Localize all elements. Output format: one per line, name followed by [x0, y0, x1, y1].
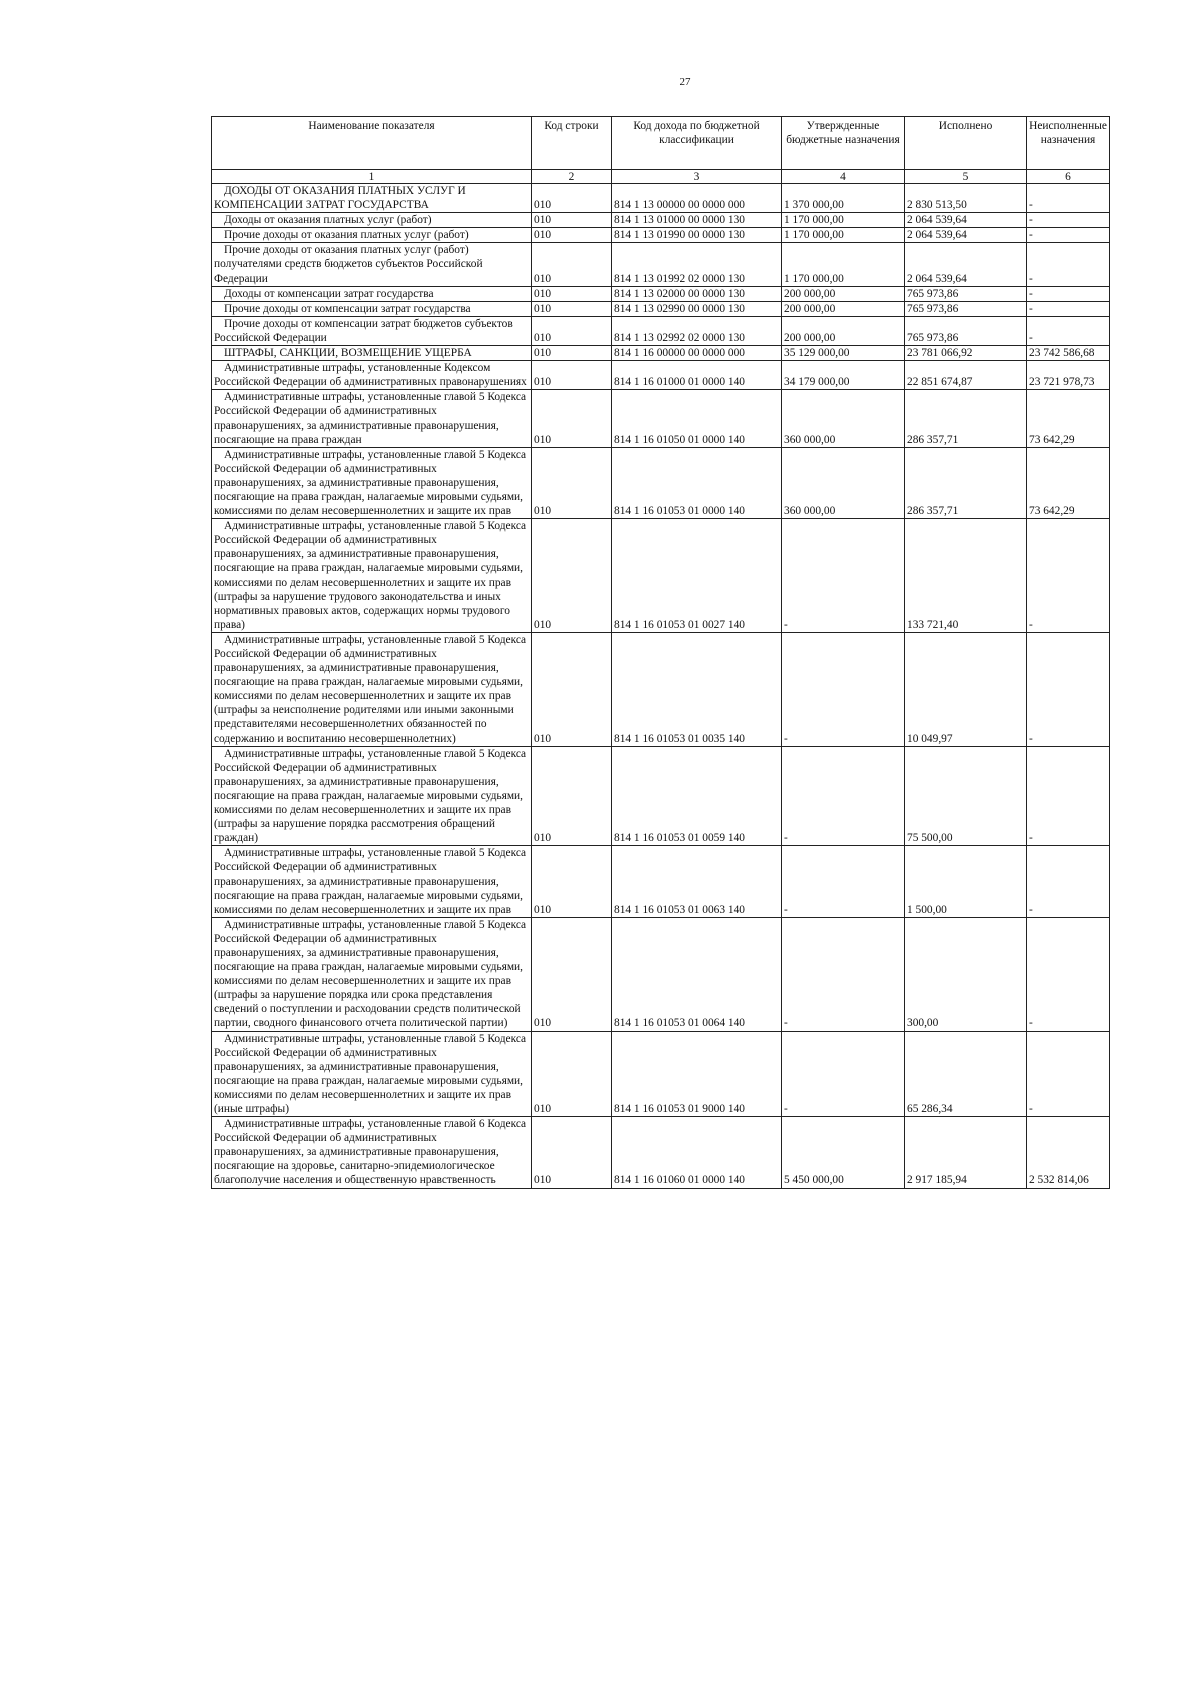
row-executed: 23 781 066,92 — [905, 346, 1027, 361]
header-row — [212, 117, 1110, 170]
row-unexecuted: 23 742 586,68 — [1027, 346, 1110, 361]
row-income-code: 814 1 13 01992 02 0000 130 — [612, 243, 782, 286]
column-number: 5 — [905, 170, 1027, 184]
table-row — [212, 346, 1110, 361]
row-name: Доходы от оказания платных услуг (работ) — [212, 213, 532, 228]
row-approved: - — [782, 746, 905, 846]
row-approved: - — [782, 917, 905, 1031]
row-line-code: 010 — [532, 390, 612, 447]
row-name: Прочие доходы от компенсации затрат бюджетов субъектов Российской Федерации — [212, 316, 532, 345]
header-executed: Исполнено — [905, 117, 1027, 170]
table-row — [212, 746, 1110, 846]
row-executed: 65 286,34 — [905, 1031, 1027, 1117]
header-income-code: Код дохода по бюджетной классификации — [612, 117, 782, 170]
row-approved: 1 170 000,00 — [782, 228, 905, 243]
row-name: Административные штрафы, установленные главой 5 Кодекса Российской Федерации об административных правонарушениях, за административные правонарушения, посягающие на права граждан, налагаемые мировыми судьями, комиссиями по делам несовершеннолетних и защите их прав — [212, 447, 532, 518]
header-line-code: Код строки — [532, 117, 612, 170]
row-unexecuted: - — [1027, 301, 1110, 316]
table-row — [212, 917, 1110, 1031]
row-unexecuted: - — [1027, 243, 1110, 286]
row-executed: 2 064 539,64 — [905, 228, 1027, 243]
row-income-code: 814 1 16 01053 01 0000 140 — [612, 447, 782, 518]
row-executed: 10 049,97 — [905, 632, 1027, 746]
row-unexecuted: 73 642,29 — [1027, 447, 1110, 518]
row-line-code: 010 — [532, 846, 612, 917]
table-row — [212, 301, 1110, 316]
row-unexecuted: 73 642,29 — [1027, 390, 1110, 447]
row-approved: 200 000,00 — [782, 301, 905, 316]
revenue-report-table — [211, 116, 1110, 1189]
row-name: Административные штрафы, установленные Кодексом Российской Федерации об административных правонарушениях — [212, 361, 532, 390]
row-name: Прочие доходы от оказания платных услуг (работ) получателями средств бюджетов субъектов Российской Федерации — [212, 243, 532, 286]
row-line-code: 010 — [532, 917, 612, 1031]
row-income-code: 814 1 16 00000 00 0000 000 — [612, 346, 782, 361]
row-executed: 2 830 513,50 — [905, 184, 1027, 213]
row-income-code: 814 1 13 00000 00 0000 000 — [612, 184, 782, 213]
row-income-code: 814 1 16 01053 01 9000 140 — [612, 1031, 782, 1117]
row-line-code: 010 — [532, 301, 612, 316]
row-approved: 360 000,00 — [782, 447, 905, 518]
row-unexecuted: - — [1027, 228, 1110, 243]
row-name: Административные штрафы, установленные главой 6 Кодекса Российской Федерации об административных правонарушениях, за административные правонарушения, посягающие на здоровье, санитарно-эпидемиологическое благополучие населения и общественную нравственность — [212, 1117, 532, 1188]
row-line-code: 010 — [532, 361, 612, 390]
table-row — [212, 316, 1110, 345]
row-approved: 360 000,00 — [782, 390, 905, 447]
row-executed: 765 973,86 — [905, 286, 1027, 301]
table-row — [212, 1031, 1110, 1117]
table-row — [212, 390, 1110, 447]
row-executed: 2 917 185,94 — [905, 1117, 1027, 1188]
row-unexecuted: - — [1027, 286, 1110, 301]
row-name: Административные штрафы, установленные главой 5 Кодекса Российской Федерации об административных правонарушениях, за административные правонарушения, посягающие на права граждан, налагаемые мировыми судьями, комиссиями по делам несовершеннолетних и защите их прав (штрафы за нарушение трудового законодательства и иных нормативных правовых актов, содержащих нормы трудового права) — [212, 519, 532, 633]
row-income-code: 814 1 16 01000 01 0000 140 — [612, 361, 782, 390]
row-executed: 286 357,71 — [905, 447, 1027, 518]
row-unexecuted: - — [1027, 746, 1110, 846]
row-executed: 765 973,86 — [905, 301, 1027, 316]
header-indicator-name: Наименование показателя — [212, 117, 532, 170]
row-income-code: 814 1 16 01053 01 0063 140 — [612, 846, 782, 917]
row-approved: 200 000,00 — [782, 286, 905, 301]
row-executed: 1 500,00 — [905, 846, 1027, 917]
row-executed: 286 357,71 — [905, 390, 1027, 447]
row-name: ШТРАФЫ, САНКЦИИ, ВОЗМЕЩЕНИЕ УЩЕРБА — [212, 346, 532, 361]
row-line-code: 010 — [532, 286, 612, 301]
row-income-code: 814 1 16 01053 01 0027 140 — [612, 519, 782, 633]
row-line-code: 010 — [532, 213, 612, 228]
row-income-code: 814 1 13 02990 00 0000 130 — [612, 301, 782, 316]
row-approved: 200 000,00 — [782, 316, 905, 345]
row-income-code: 814 1 16 01050 01 0000 140 — [612, 390, 782, 447]
row-line-code: 010 — [532, 1031, 612, 1117]
row-executed: 2 064 539,64 — [905, 243, 1027, 286]
row-name: Прочие доходы от компенсации затрат государства — [212, 301, 532, 316]
row-income-code: 814 1 16 01053 01 0064 140 — [612, 917, 782, 1031]
row-line-code: 010 — [532, 184, 612, 213]
row-unexecuted: 23 721 978,73 — [1027, 361, 1110, 390]
row-name: Прочие доходы от оказания платных услуг (работ) — [212, 228, 532, 243]
row-unexecuted: - — [1027, 917, 1110, 1031]
column-number: 6 — [1027, 170, 1110, 184]
row-approved: 1 170 000,00 — [782, 213, 905, 228]
row-line-code: 010 — [532, 346, 612, 361]
row-unexecuted: - — [1027, 316, 1110, 345]
row-line-code: 010 — [532, 243, 612, 286]
row-income-code: 814 1 16 01053 01 0035 140 — [612, 632, 782, 746]
table-row — [212, 1117, 1110, 1188]
row-approved: 34 179 000,00 — [782, 361, 905, 390]
row-income-code: 814 1 13 01990 00 0000 130 — [612, 228, 782, 243]
row-unexecuted: - — [1027, 1031, 1110, 1117]
header-unexecuted: Неисполненные назначения — [1027, 117, 1110, 170]
row-name: Административные штрафы, установленные главой 5 Кодекса Российской Федерации об административных правонарушениях, за административные правонарушения, посягающие на права граждан, налагаемые мировыми судьями, комиссиями по делам несовершеннолетних и защите их прав (штрафы за нарушение порядка рассмотрения обращений граждан) — [212, 746, 532, 846]
row-income-code: 814 1 13 01000 00 0000 130 — [612, 213, 782, 228]
row-line-code: 010 — [532, 316, 612, 345]
row-name: Доходы от компенсации затрат государства — [212, 286, 532, 301]
row-approved: 1 370 000,00 — [782, 184, 905, 213]
row-income-code: 814 1 16 01053 01 0059 140 — [612, 746, 782, 846]
row-unexecuted: - — [1027, 519, 1110, 633]
row-approved: - — [782, 632, 905, 746]
row-name: Административные штрафы, установленные главой 5 Кодекса Российской Федерации об административных правонарушениях, за административные правонарушения, посягающие на права граждан — [212, 390, 532, 447]
row-executed: 2 064 539,64 — [905, 213, 1027, 228]
table-row — [212, 846, 1110, 917]
row-line-code: 010 — [532, 746, 612, 846]
column-number: 1 — [212, 170, 532, 184]
row-line-code: 010 — [532, 632, 612, 746]
row-line-code: 010 — [532, 228, 612, 243]
row-name: Административные штрафы, установленные главой 5 Кодекса Российской Федерации об административных правонарушениях, за административные правонарушения, посягающие на права граждан, налагаемые мировыми судьями, комиссиями по делам несовершеннолетних и защите их прав — [212, 846, 532, 917]
row-executed: 75 500,00 — [905, 746, 1027, 846]
column-number: 4 — [782, 170, 905, 184]
header-approved: Утвержденные бюджетные назначения — [782, 117, 905, 170]
table-row — [212, 632, 1110, 746]
header-number-row — [212, 170, 1110, 184]
row-unexecuted: - — [1027, 213, 1110, 228]
table-row — [212, 447, 1110, 518]
table-row — [212, 228, 1110, 243]
page-number: 27 — [679, 76, 691, 88]
table-row — [212, 519, 1110, 633]
row-unexecuted: - — [1027, 184, 1110, 213]
table-row — [212, 286, 1110, 301]
row-name: Административные штрафы, установленные главой 5 Кодекса Российской Федерации об административных правонарушениях, за административные правонарушения, посягающие на права граждан, налагаемые мировыми судьями, комиссиями по делам несовершеннолетних и защите их прав (штрафы за неисполнение родителями или иными законными представителями несовершеннолетних обязанностей по содержанию и воспитанию несовершеннолетних) — [212, 632, 532, 746]
row-income-code: 814 1 16 01060 01 0000 140 — [612, 1117, 782, 1188]
row-executed: 133 721,40 — [905, 519, 1027, 633]
row-name: ДОХОДЫ ОТ ОКАЗАНИЯ ПЛАТНЫХ УСЛУГ И КОМПЕНСАЦИИ ЗАТРАТ ГОСУДАРСТВА — [212, 184, 532, 213]
row-line-code: 010 — [532, 519, 612, 633]
row-approved: 1 170 000,00 — [782, 243, 905, 286]
row-approved: 35 129 000,00 — [782, 346, 905, 361]
row-name: Административные штрафы, установленные главой 5 Кодекса Российской Федерации об административных правонарушениях, за административные правонарушения, посягающие на права граждан, налагаемые мировыми судьями, комиссиями по делам несовершеннолетних и защите их прав (штрафы за нарушение порядка или срока представления сведений о поступлении и расходовании средств политической партии, сводного финансового отчета политической партии) — [212, 917, 532, 1031]
row-income-code: 814 1 13 02992 02 0000 130 — [612, 316, 782, 345]
row-income-code: 814 1 13 02000 00 0000 130 — [612, 286, 782, 301]
row-executed: 300,00 — [905, 917, 1027, 1031]
row-approved: 5 450 000,00 — [782, 1117, 905, 1188]
row-approved: - — [782, 519, 905, 633]
table-row — [212, 184, 1110, 213]
row-unexecuted: - — [1027, 846, 1110, 917]
row-unexecuted: 2 532 814,06 — [1027, 1117, 1110, 1188]
row-name: Административные штрафы, установленные главой 5 Кодекса Российской Федерации об административных правонарушениях, за административные правонарушения, посягающие на права граждан, налагаемые мировыми судьями, комиссиями по делам несовершеннолетних и защите их прав (иные штрафы) — [212, 1031, 532, 1117]
row-approved: - — [782, 1031, 905, 1117]
row-approved: - — [782, 846, 905, 917]
column-number: 3 — [612, 170, 782, 184]
row-line-code: 010 — [532, 447, 612, 518]
row-executed: 765 973,86 — [905, 316, 1027, 345]
table-row — [212, 213, 1110, 228]
column-number: 2 — [532, 170, 612, 184]
row-executed: 22 851 674,87 — [905, 361, 1027, 390]
row-unexecuted: - — [1027, 632, 1110, 746]
table-row — [212, 361, 1110, 390]
row-line-code: 010 — [532, 1117, 612, 1188]
table-row — [212, 243, 1110, 286]
